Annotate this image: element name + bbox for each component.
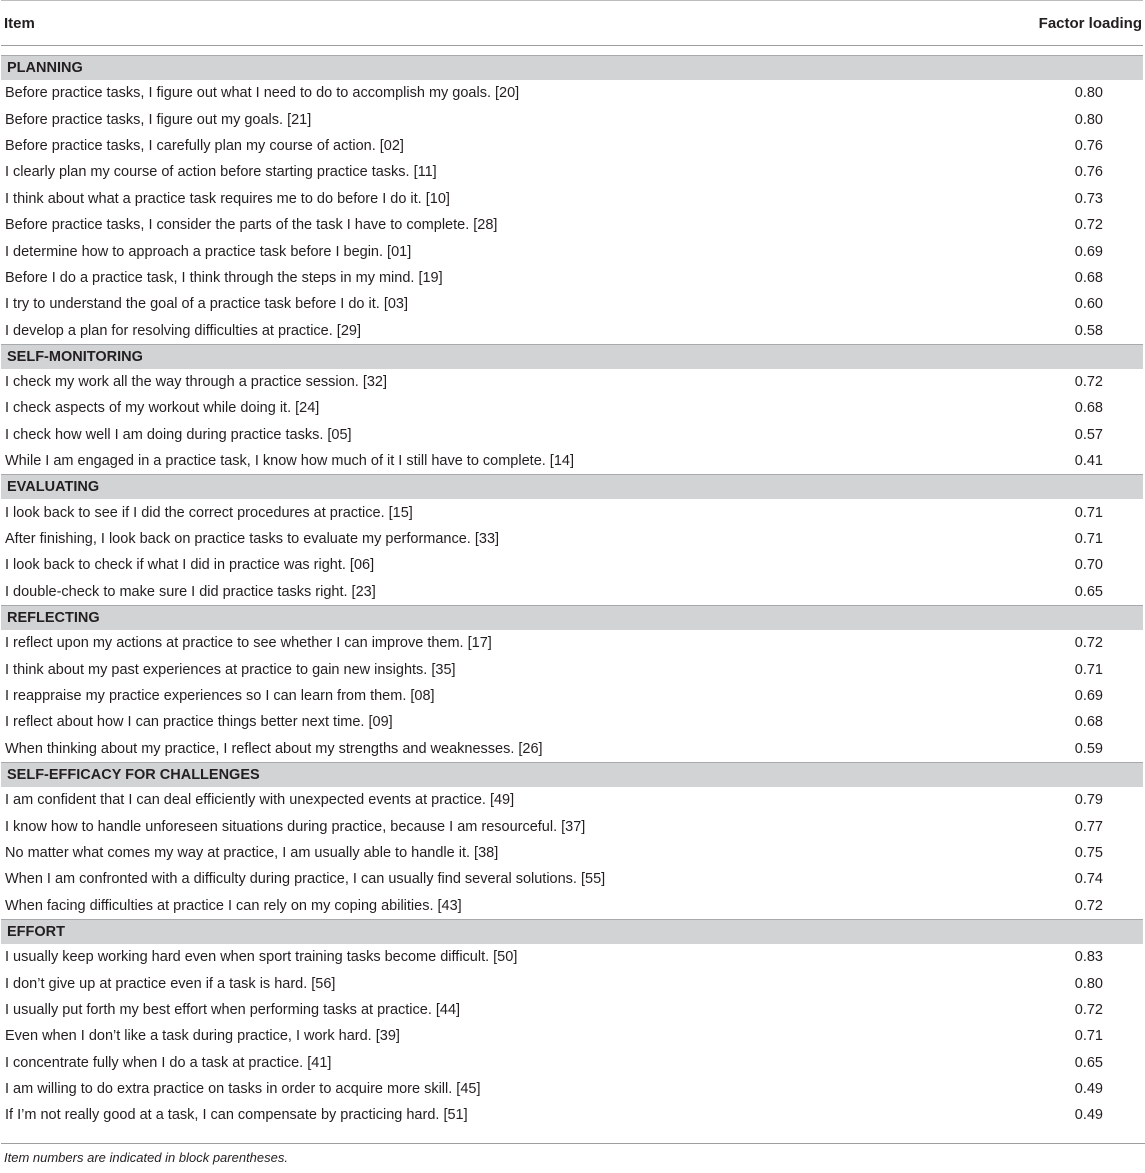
factor-loading-value: 0.68 xyxy=(1074,269,1103,286)
factor-loading-value: 0.71 xyxy=(1074,504,1103,521)
item-text: I think about my past experiences at practice to gain new insights. [35] xyxy=(5,661,456,678)
table-row xyxy=(1,944,1143,970)
section-header-row xyxy=(1,56,1143,81)
table-row xyxy=(1,656,1143,682)
table-row xyxy=(1,970,1143,996)
table-row xyxy=(1,579,1143,606)
factor-loading-value: 0.70 xyxy=(1074,557,1103,574)
item-text: I try to understand the goal of a practice task before I do it. [03] xyxy=(5,296,409,313)
section-title: SELF-EFFICACY FOR CHALLENGES xyxy=(1,762,1143,787)
factor-loading-value: 0.72 xyxy=(1074,1001,1103,1018)
item-text: I reflect about how I can practice things better next time. [09] xyxy=(5,714,393,731)
table-row xyxy=(1,499,1143,525)
section-header-row xyxy=(1,606,1143,631)
factor-loading-value: 0.60 xyxy=(1074,296,1103,313)
item-text: I usually keep working hard even when sport training tasks become difficult. [50] xyxy=(5,949,518,966)
factor-loading-value: 0.65 xyxy=(1074,1054,1103,1071)
table-row xyxy=(1,1076,1143,1102)
factor-loading-value: 0.49 xyxy=(1074,1107,1103,1124)
item-text: I look back to check if what I did in practice was right. [06] xyxy=(5,557,375,574)
item-text: I concentrate fully when I do a task at practice. [41] xyxy=(5,1054,332,1071)
table-row xyxy=(1,866,1143,892)
factor-loading-value: 0.80 xyxy=(1074,85,1103,102)
table-row xyxy=(1,787,1143,813)
column-header-item: Item xyxy=(1,1,981,46)
table-row xyxy=(1,840,1143,866)
table-row xyxy=(1,159,1143,185)
factor-loading-value: 0.72 xyxy=(1074,374,1103,391)
header-spacer xyxy=(1,46,1143,56)
factor-loading-value: 0.59 xyxy=(1074,740,1103,757)
section-header-row xyxy=(1,344,1143,369)
factor-loading-value: 0.71 xyxy=(1074,1028,1103,1045)
factor-loading-value: 0.71 xyxy=(1074,531,1103,548)
factor-loading-value: 0.69 xyxy=(1074,243,1103,260)
table-row xyxy=(1,106,1143,132)
factor-loading-value: 0.41 xyxy=(1074,453,1103,470)
section-header-row xyxy=(1,762,1143,787)
factor-loading-value: 0.80 xyxy=(1074,975,1103,992)
factor-loading-value: 0.74 xyxy=(1074,871,1103,888)
factor-loading-value: 0.72 xyxy=(1074,897,1103,914)
item-text: I develop a plan for resolving difficulties at practice. [29] xyxy=(5,322,361,339)
item-text: If I’m not really good at a task, I can compensate by practicing hard. [51] xyxy=(5,1107,468,1124)
section-title: REFLECTING xyxy=(1,606,1143,631)
table-row xyxy=(1,736,1143,763)
item-text: After finishing, I look back on practice tasks to evaluate my performance. [33] xyxy=(5,531,500,548)
item-text: I determine how to approach a practice task before I begin. [01] xyxy=(5,243,412,260)
factor-loading-value: 0.57 xyxy=(1074,426,1103,443)
table-row xyxy=(1,80,1143,106)
table-row xyxy=(1,1023,1143,1049)
factor-loading-value: 0.58 xyxy=(1074,322,1103,339)
table-row xyxy=(1,813,1143,839)
factor-loading-value: 0.72 xyxy=(1074,635,1103,652)
section-header-row xyxy=(1,919,1143,944)
factor-loading-value: 0.72 xyxy=(1074,217,1103,234)
factor-loading-value: 0.49 xyxy=(1074,1081,1103,1098)
table-row xyxy=(1,1050,1143,1076)
section-title: EFFORT xyxy=(1,919,1143,944)
table-row xyxy=(1,552,1143,578)
factor-loading-value: 0.68 xyxy=(1074,400,1103,417)
item-text: I clearly plan my course of action before starting practice tasks. [11] xyxy=(5,164,437,181)
table-row xyxy=(1,133,1143,159)
item-text: While I am engaged in a practice task, I know how much of it I still have to complete. [14] xyxy=(5,453,574,470)
item-text: When facing difficulties at practice I can rely on my coping abilities. [43] xyxy=(5,897,462,914)
item-text: Before practice tasks, I consider the parts of the task I have to complete. [28] xyxy=(5,217,498,234)
item-text: I am willing to do extra practice on tasks in order to acquire more skill. [45] xyxy=(5,1081,481,1098)
item-text: When thinking about my practice, I reflect about my strengths and weaknesses. [26] xyxy=(5,740,543,757)
factor-loading-value: 0.76 xyxy=(1074,164,1103,181)
item-text: I think about what a practice task requires me to do before I do it. [10] xyxy=(5,190,450,207)
table-row xyxy=(1,238,1143,264)
table-row xyxy=(1,186,1143,212)
item-text: I reflect upon my actions at practice to see whether I can improve them. [17] xyxy=(5,635,492,652)
item-text: I am confident that I can deal efficiently with unexpected events at practice. [49] xyxy=(5,792,515,809)
item-text: When I am confronted with a difficulty during practice, I can usually find several solutions. [55] xyxy=(5,871,606,888)
table-row xyxy=(1,893,1143,920)
table-row xyxy=(1,395,1143,421)
item-text: I look back to see if I did the correct procedures at practice. [15] xyxy=(5,504,413,521)
table-row xyxy=(1,212,1143,238)
item-text: I reappraise my practice experiences so I can learn from them. [08] xyxy=(5,688,435,704)
section-header-row xyxy=(1,475,1143,500)
column-header-factor-loading: Factor loading xyxy=(981,1,1143,46)
item-text: Before practice tasks, I carefully plan my course of action. [02] xyxy=(5,137,404,154)
factor-loading-value: 0.68 xyxy=(1074,714,1103,731)
factor-loading-table xyxy=(1,0,1143,1129)
table-row xyxy=(1,318,1143,345)
factor-loading-value: 0.69 xyxy=(1074,688,1103,704)
item-text: I don’t give up at practice even if a task is hard. [56] xyxy=(5,975,336,992)
table-row xyxy=(1,630,1143,656)
item-text: I check aspects of my workout while doing it. [24] xyxy=(5,400,320,417)
table-row xyxy=(1,369,1143,395)
item-text: I double-check to make sure I did practice tasks right. [23] xyxy=(5,583,376,600)
factor-loading-value: 0.83 xyxy=(1074,949,1103,966)
table-row xyxy=(1,709,1143,735)
table-row xyxy=(1,683,1143,709)
table-row xyxy=(1,422,1143,448)
factor-loading-value: 0.75 xyxy=(1074,844,1103,861)
item-text: I know how to handle unforeseen situations during practice, because I am resourceful. [37] xyxy=(5,818,586,835)
factor-loading-value: 0.65 xyxy=(1074,583,1103,600)
table-row xyxy=(1,1102,1143,1128)
item-text: Before practice tasks, I figure out what I need to do to accomplish my goals. [20] xyxy=(5,85,520,102)
table-body xyxy=(1,46,1143,1129)
factor-loading-value: 0.77 xyxy=(1074,818,1103,835)
table-footnote: Item numbers are indicated in block parentheses. xyxy=(1,1143,1145,1165)
table-row xyxy=(1,291,1143,317)
table-header-row xyxy=(1,1,1143,46)
item-text: I check my work all the way through a practice session. [32] xyxy=(5,374,388,391)
section-title: SELF-MONITORING xyxy=(1,344,1143,369)
item-text: I usually put forth my best effort when performing tasks at practice. [44] xyxy=(5,1001,461,1018)
factor-loading-value: 0.71 xyxy=(1074,661,1103,678)
section-title: EVALUATING xyxy=(1,475,1143,500)
item-text: Before I do a practice task, I think through the steps in my mind. [19] xyxy=(5,269,443,286)
factor-loading-value: 0.73 xyxy=(1074,190,1103,207)
table-row xyxy=(1,997,1143,1023)
item-text: Even when I don’t like a task during practice, I work hard. [39] xyxy=(5,1028,400,1045)
table-row xyxy=(1,265,1143,291)
factor-loading-value: 0.79 xyxy=(1074,792,1103,809)
section-title: PLANNING xyxy=(1,56,1143,81)
table-row xyxy=(1,526,1143,552)
item-text: I check how well I am doing during practice tasks. [05] xyxy=(5,426,352,443)
item-text: No matter what comes my way at practice, I am usually able to handle it. [38] xyxy=(5,844,499,861)
table-row xyxy=(1,448,1143,475)
item-text: Before practice tasks, I figure out my goals. [21] xyxy=(5,111,312,128)
factor-loading-value: 0.76 xyxy=(1074,137,1103,154)
factor-loading-value: 0.80 xyxy=(1074,111,1103,128)
